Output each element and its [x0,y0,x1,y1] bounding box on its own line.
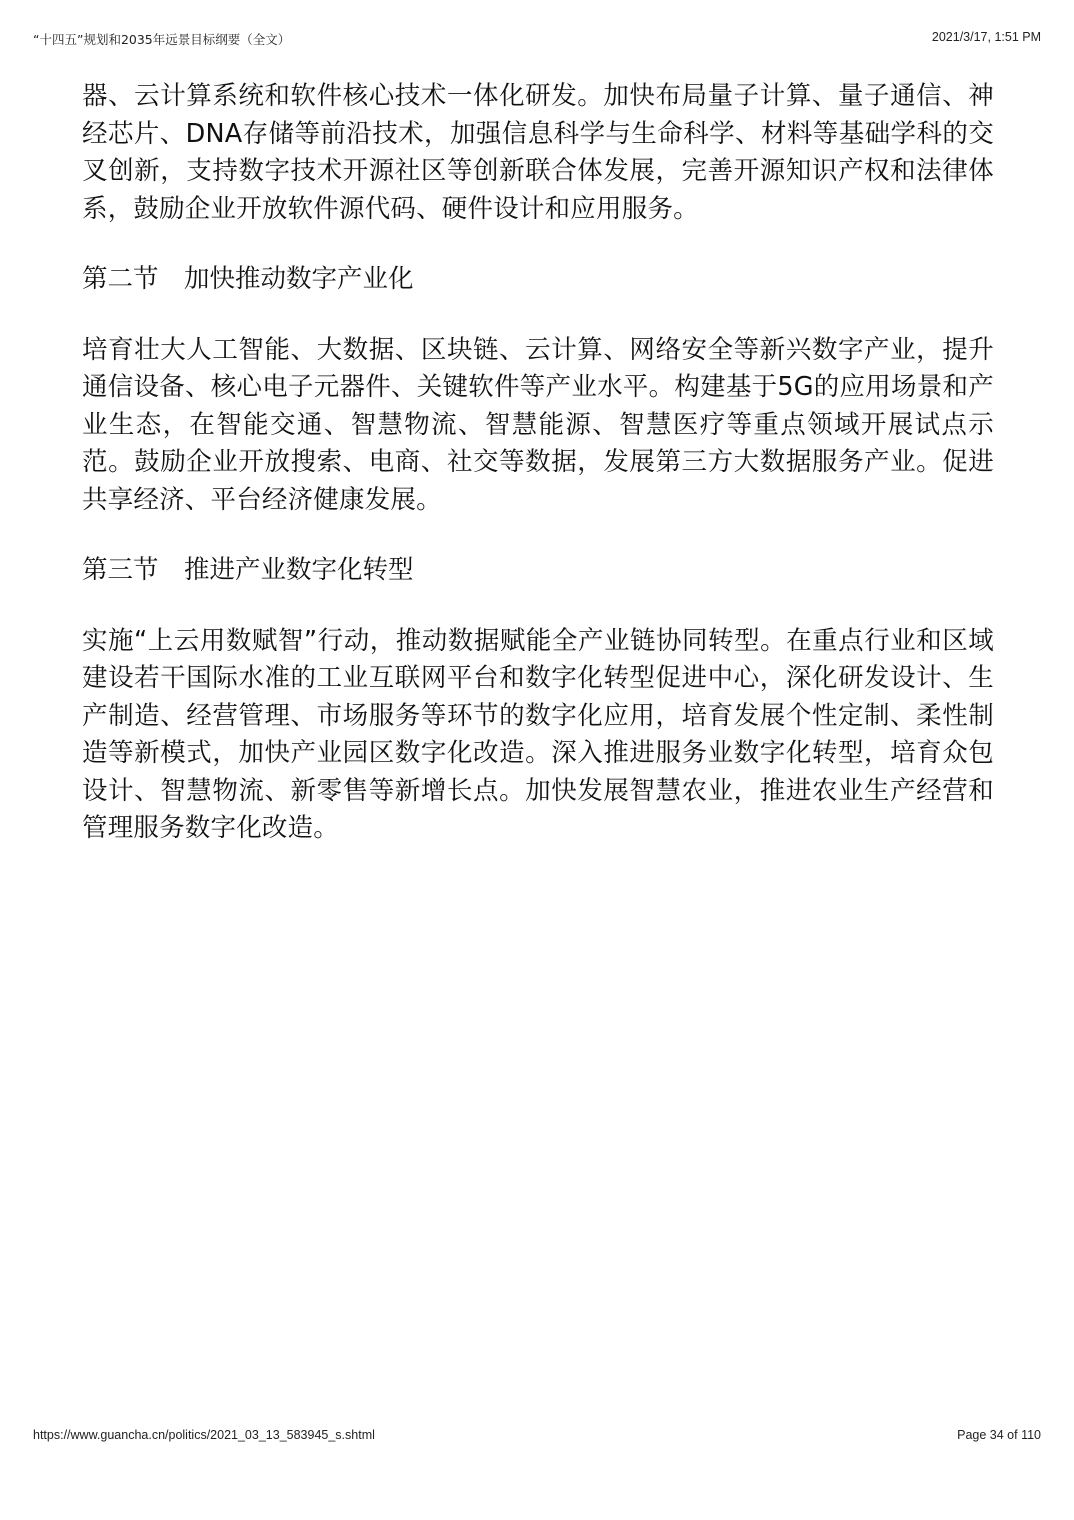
paragraph-industrial-digitalization: 实施“上云用数赋智”行动，推动数据赋能全产业链协同转型。在重点行业和区域建设若干国际水准的工业互联网平台和数字化转型促进中心，深化研发设计、生产制造、经营管理、市场服务等环节的数字化应用，培育发展个性定制、柔性制造等新模式，加快产业园区数字化改造。深入推进服务业数字化转型，培育众包设计、智慧物流、新零售等新增长点。加快发展智慧农业，推进农业生产经营和管理服务数字化改造。 [82,625,994,843]
paragraph-digital-industrialization: 培育壮大人工智能、大数据、区块链、云计算、网络安全等新兴数字产业，提升通信设备、核心电子元器件、关键软件等产业水平。构建基于5G的应用场景和产业生态，在智能交通、智慧物流、智慧能源、智慧医疗等重点领域开展试点示范。鼓励企业开放搜索、电商、社交等数据，发展第三方大数据服务产业。促进共享经济、平台经济健康发展。 [82,334,994,515]
page-header-datetime: 2021/3/17, 1:51 PM [931,30,1041,44]
section-heading-industrial-digitalization: 第三节 推进产业数字化转型 [82,555,414,585]
article-body [82,78,994,881]
section-heading-digital-industrialization: 第二节 加快推动数字产业化 [82,264,414,294]
page-footer-url: https://www.guancha.cn/politics/2021_03_13_583945_s.shtml [33,1428,375,1442]
page-footer-page-number: Page 34 of 110 [957,1428,1041,1442]
page-header-title: “十四五”规划和2035年远景目标纲要（全文） [33,32,291,47]
paragraph-tech-research: 器、云计算系统和软件核心技术一体化研发。加快布局量子计算、量子通信、神经芯片、DNA存储等前沿技术，加强信息科学与生命科学、材料等基础学科的交叉创新，支持数字技术开源社区等创新联合体发展，完善开源知识产权和法律体系，鼓励企业开放软件源代码、硬件设计和应用服务。 [82,81,994,224]
